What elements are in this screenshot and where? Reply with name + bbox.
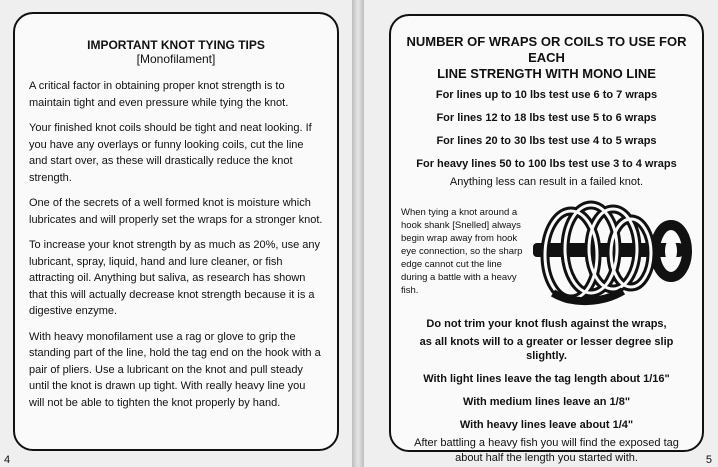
page-number-left: 4 (4, 454, 11, 466)
tag-rule: With medium lines leave an 1/8" (462, 396, 631, 408)
snell-caption: When tying a knot around a hook shank [Snelled] always begin wrap away from hook eye connection, so the sharp edge cannot cut the line during a battle with a heavy fish. (401, 206, 523, 296)
knot-tips-subtitle: [Monofilament] (136, 52, 216, 66)
snell-section (399, 195, 694, 307)
tag-rule: With light lines leave the tag length about 1/16" (423, 373, 670, 385)
wraps-title (399, 34, 694, 82)
knot-tips-title: IMPORTANT KNOT TYING TIPS (87, 38, 265, 52)
tip-paragraph: Your finished knot coils should be tight and neat looking. If you have any overlays or funny looking coils, cut the line and start over, as these will drastically reduce the knot strength. (29, 122, 312, 184)
tag-rule: With heavy lines leave about 1/4" (459, 419, 634, 431)
wraps-title-line2: LINE STRENGTH WITH MONO LINE (437, 66, 656, 81)
wrap-rule: For lines up to 10 lbs test use 6 to 7 wraps (435, 89, 658, 101)
trim-line-2: as all knots will to a greater or lesser degree slip slightly. (419, 336, 674, 362)
trim-line-1: Do not trim your knot flush against the wraps, (426, 318, 667, 330)
wraps-box (389, 14, 704, 464)
tip-paragraph: To increase your knot strength by as much as 20%, use any lubricant, spray, liquid, hand and lure cleaner, or fish attracting oil. Anything but saliva, as research has shown that this will actually decrease knot strength because it is a digestive enzyme. (29, 239, 321, 317)
wraps-title-line1: NUMBER OF WRAPS OR COILS TO USE FOR EACH (406, 34, 687, 65)
knot-tips-box (13, 12, 339, 451)
right-page (364, 0, 718, 467)
footer-note (399, 436, 694, 466)
wrap-rule: For heavy lines 50 to 100 lbs test use 3 to 4 wraps (416, 158, 677, 170)
tip-paragraph: A critical factor in obtaining proper knot strength is to maintain tight and even pressure while tying the knot. (29, 80, 289, 109)
snelled-knot-illustration-icon (533, 195, 693, 307)
wrap-rule: For lines 20 to 30 lbs test use 4 to 5 wraps (436, 135, 657, 147)
failure-note: Anything less can result in a failed knot. (449, 176, 644, 188)
wrap-rule: For lines 12 to 18 lbs test use 5 to 6 wraps (436, 112, 657, 124)
tip-paragraph: With heavy monofilament use a rag or glove to grip the standing part of the line, hold the tag end on the hook with a pair of pliers. Use a lubricant on the knot and pull steady until the knot is drawn up tight. With really heavy line you will not be able to tighten the knot properly by hand. (29, 330, 321, 409)
tip-paragraph: One of the secrets of a well formed knot is moisture which lubricates and will properly set the wraps for a stronger knot. (29, 197, 323, 226)
left-page (0, 0, 352, 467)
footer-line1: After battling a heavy fish you will find the exposed tag (414, 437, 679, 449)
footer-line2: about half the length you started with. (455, 452, 638, 464)
page-number-right: 5 (705, 454, 712, 466)
book-spine (352, 0, 364, 467)
